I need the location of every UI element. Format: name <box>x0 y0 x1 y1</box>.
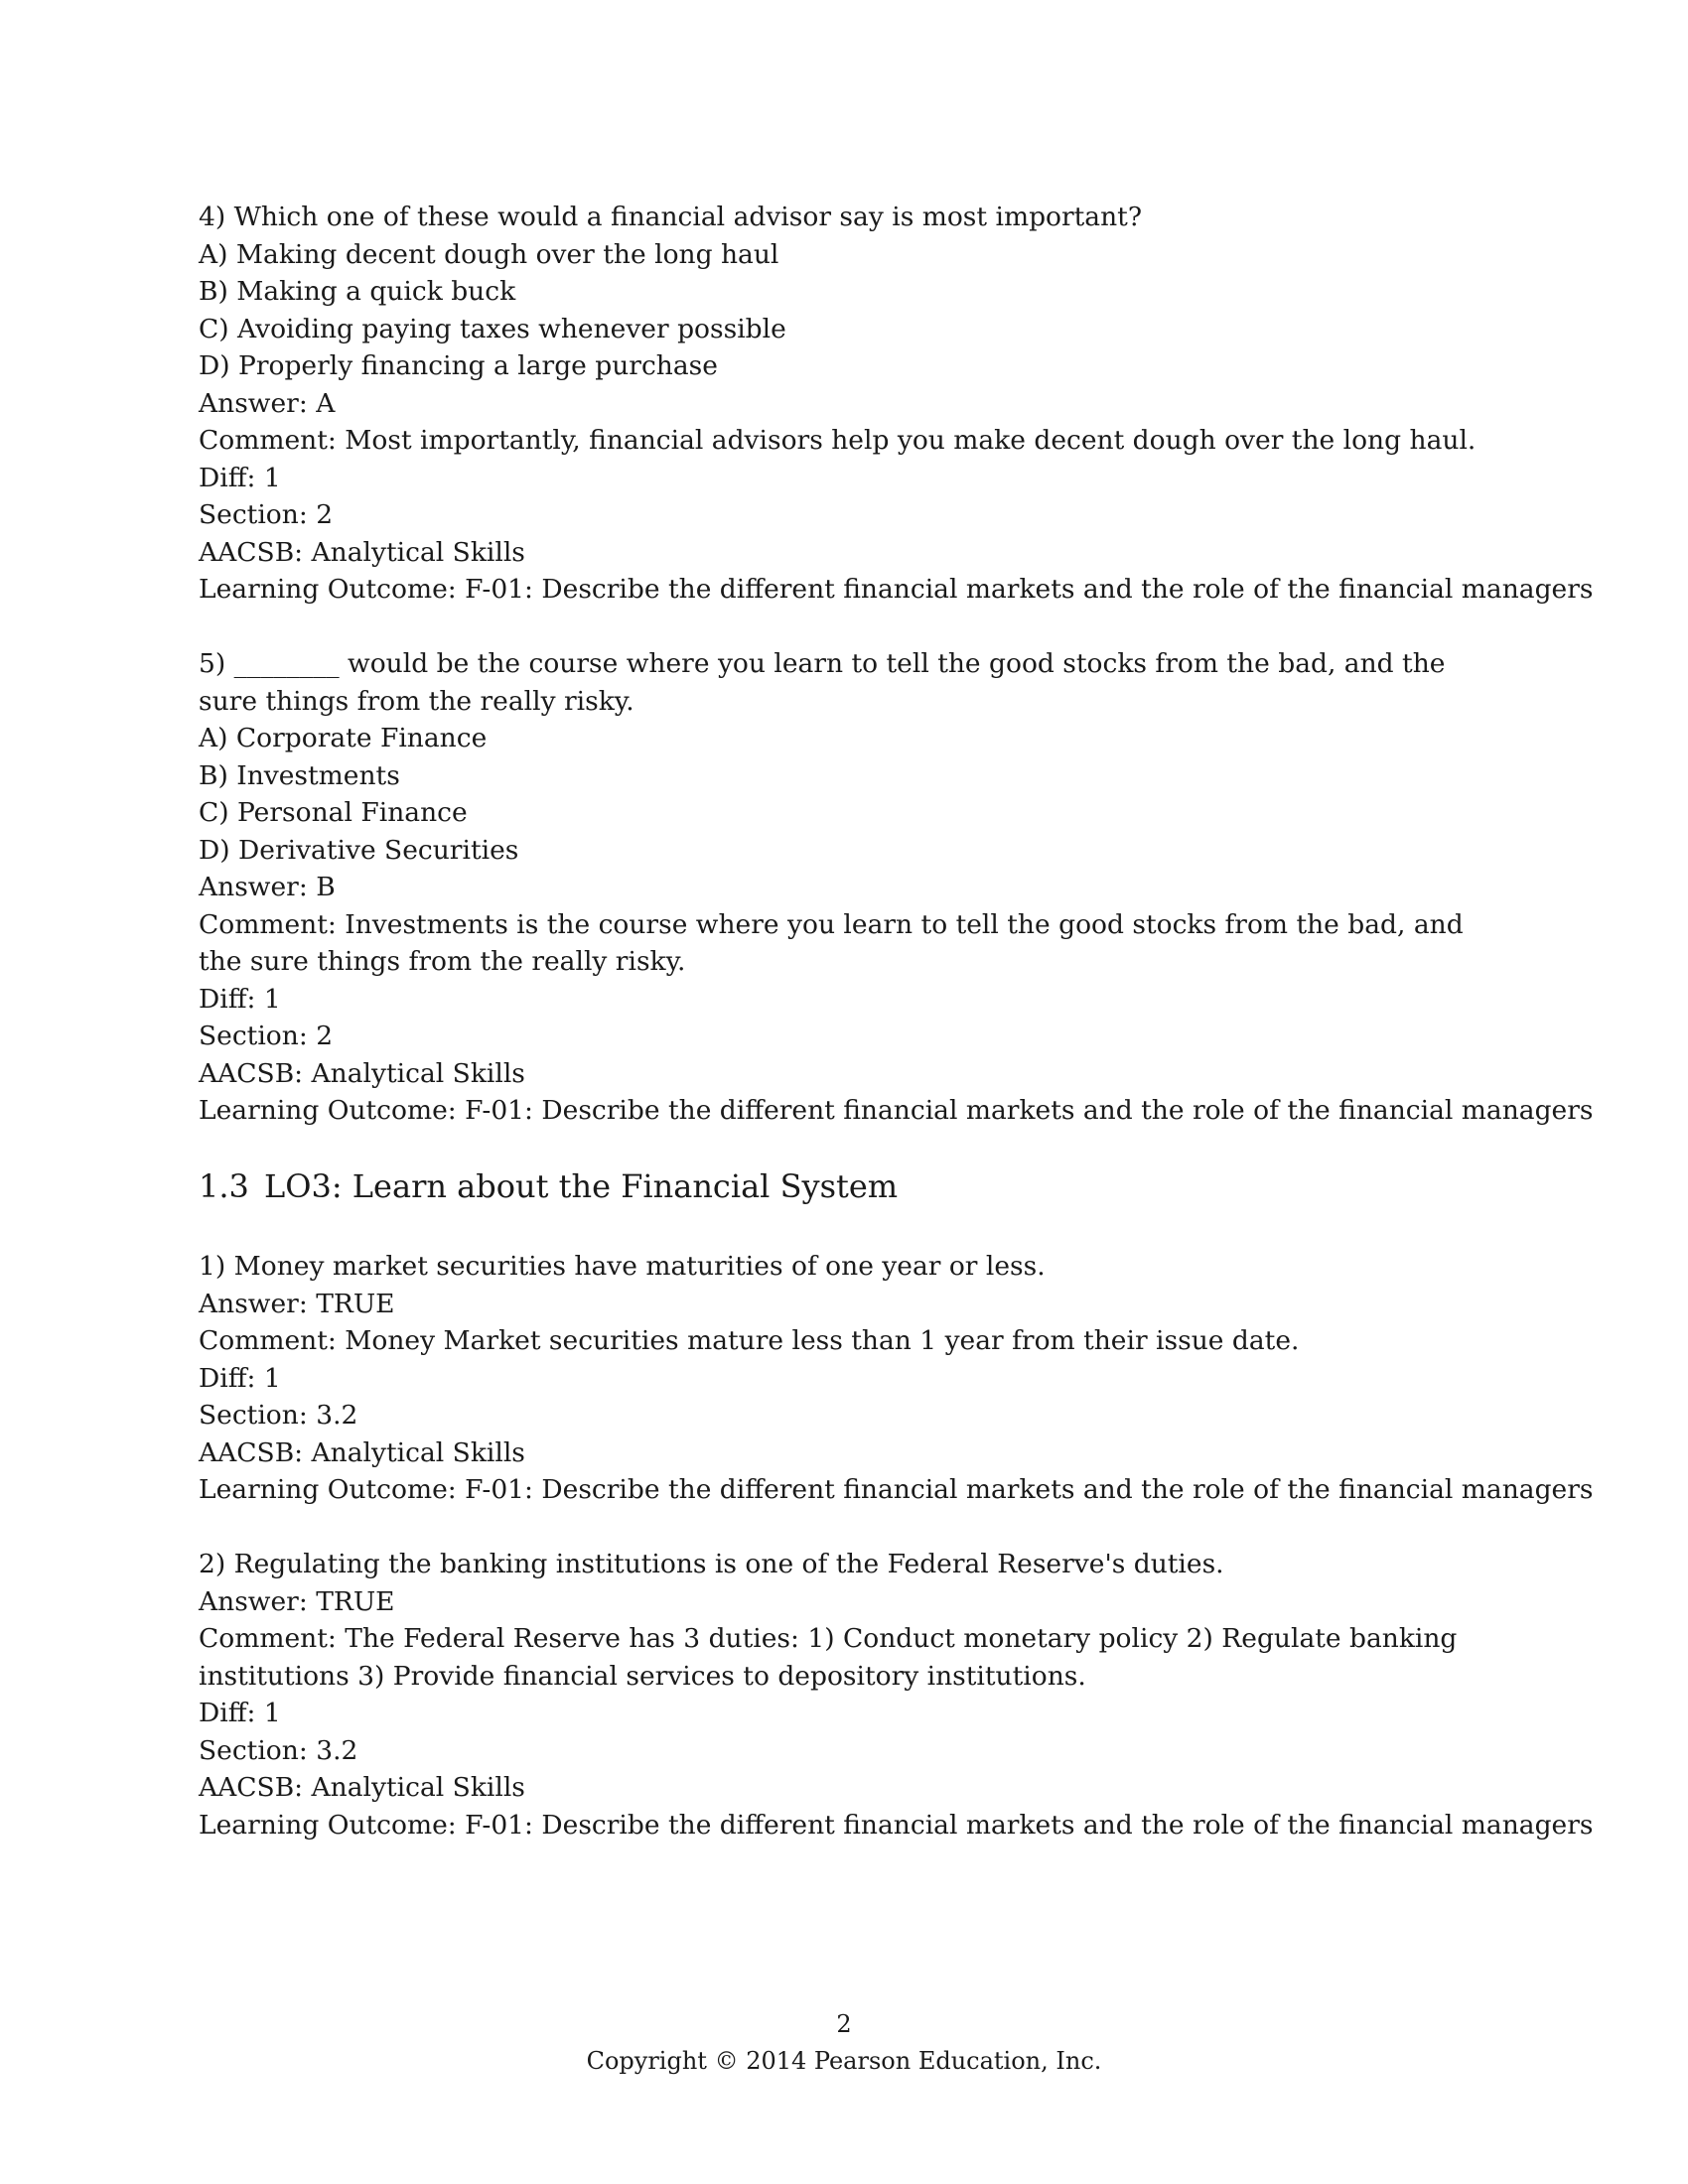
aacsb-line <box>199 534 1509 572</box>
question-stem: 2) Regulating the banking institutions is one of the Federal Reserve's duties. <box>199 1549 1224 1579</box>
option-a: A) Making decent dough over the long haul <box>199 238 779 270</box>
copyright-notice: Copyright © 2014 Pearson Education, Inc. <box>586 2047 1102 2075</box>
learning-outcome-label: Learning Outcome: <box>199 574 457 605</box>
section-number: 1.3 <box>199 1167 249 1205</box>
learning-outcome-label: Learning Outcome: <box>199 1474 457 1505</box>
diff-line <box>199 981 1509 1019</box>
option-d: D) Derivative Securities <box>199 834 519 866</box>
learning-outcome-label: Learning Outcome: <box>199 1095 457 1126</box>
answer-value: TRUE <box>316 1288 395 1319</box>
section-line <box>199 496 1509 534</box>
answer-line <box>199 385 1509 423</box>
diff-label: Diff: <box>199 462 256 493</box>
option-d: D) Properly financing a large purchase <box>199 350 718 381</box>
section-line <box>199 1732 1509 1770</box>
learning-outcome-line <box>199 1471 1594 1509</box>
question-stem: 4) Which one of these would a financial advisor say is most important? <box>199 202 1143 232</box>
aacsb-label: AACSB: <box>199 1436 304 1468</box>
learning-outcome-value: F-01: Describe the different financial markets and the role of the financial managers <box>465 1474 1594 1505</box>
diff-line <box>199 460 1509 497</box>
aacsb-line <box>199 1055 1509 1093</box>
page-content <box>199 199 1594 1881</box>
diff-line <box>199 1360 1509 1398</box>
comment-line <box>199 906 1509 981</box>
diff-label: Diff: <box>199 1362 256 1394</box>
section-heading <box>199 1166 1509 1206</box>
learning-outcome-line <box>199 1807 1594 1844</box>
learning-outcome-value: F-01: Describe the different financial markets and the role of the financial managers <box>465 574 1594 605</box>
section-label: Section: <box>199 499 308 530</box>
aacsb-label: AACSB: <box>199 1772 304 1803</box>
section-label: Section: <box>199 1734 308 1766</box>
aacsb-value: Analytical Skills <box>311 536 525 568</box>
option-a: A) Corporate Finance <box>199 723 488 753</box>
diff-label: Diff: <box>199 983 256 1015</box>
aacsb-value: Analytical Skills <box>311 1057 525 1089</box>
question-2 <box>199 1546 1594 1843</box>
section-value: 3.2 <box>316 1734 358 1766</box>
aacsb-line <box>199 1769 1509 1807</box>
answer-value: TRUE <box>316 1585 395 1617</box>
question-stem: 5) ________ would be the course where you learn to tell the good stocks from the bad, and the sure things from the really risky. <box>199 648 1446 717</box>
aacsb-label: AACSB: <box>199 1057 304 1089</box>
diff-line <box>199 1695 1509 1732</box>
answer-value: A <box>316 387 336 419</box>
section-value: 2 <box>316 499 334 530</box>
question-stem: 1) Money market securities have maturities of one year or less. <box>199 1251 1046 1282</box>
learning-outcome-label: Learning Outcome: <box>199 1809 457 1841</box>
diff-value: 1 <box>263 983 281 1015</box>
learning-outcome-line <box>199 571 1594 609</box>
comment-label: Comment: <box>199 908 337 940</box>
option-c: C) Personal Finance <box>199 797 468 828</box>
question-5 <box>199 645 1594 1130</box>
section-value: 3.2 <box>316 1400 358 1431</box>
diff-value: 1 <box>263 462 281 493</box>
learning-outcome-value: F-01: Describe the different financial markets and the role of the financial managers <box>465 1809 1594 1841</box>
answer-label: Answer: <box>199 872 308 902</box>
comment-label: Comment: <box>199 1325 337 1356</box>
question-1 <box>199 1248 1594 1509</box>
aacsb-line <box>199 1434 1509 1472</box>
comment-label: Comment: <box>199 1623 337 1654</box>
answer-label: Answer: <box>199 387 308 419</box>
diff-label: Diff: <box>199 1698 256 1728</box>
comment-line <box>199 1620 1509 1695</box>
learning-outcome-line <box>199 1092 1594 1130</box>
option-b: B) Making a quick buck <box>199 276 516 307</box>
learning-outcome-value: F-01: Describe the different financial markets and the role of the financial managers <box>465 1095 1594 1126</box>
section-value: 2 <box>316 1021 334 1051</box>
aacsb-value: Analytical Skills <box>311 1772 525 1803</box>
question-4 <box>199 199 1594 609</box>
comment-line <box>199 1322 1509 1360</box>
section-line <box>199 1397 1509 1434</box>
section-label: Section: <box>199 1400 308 1431</box>
option-c: C) Avoiding paying taxes whenever possible <box>199 313 786 344</box>
section-label: Section: <box>199 1021 308 1051</box>
section-title: LO3: Learn about the Financial System <box>264 1167 899 1205</box>
comment-value: Money Market securities mature less than 1 year from their issue date. <box>345 1325 1300 1356</box>
section-line <box>199 1018 1509 1055</box>
answer-label: Answer: <box>199 1288 308 1319</box>
aacsb-label: AACSB: <box>199 536 304 568</box>
answer-line <box>199 1286 1509 1323</box>
comment-line <box>199 422 1509 460</box>
comment-value: Investments is the course where you learn to tell the good stocks from the bad, and the sure things from the really risky. <box>199 908 1464 977</box>
answer-line <box>199 1583 1509 1621</box>
answer-label: Answer: <box>199 1585 308 1617</box>
comment-value: Most importantly, financial advisors help you make decent dough over the long haul. <box>345 425 1477 456</box>
option-b: B) Investments <box>199 759 400 791</box>
aacsb-value: Analytical Skills <box>311 1436 525 1468</box>
diff-value: 1 <box>263 1362 281 1394</box>
comment-label: Comment: <box>199 425 337 456</box>
diff-value: 1 <box>263 1698 281 1728</box>
answer-line <box>199 869 1509 906</box>
page-number: 2 <box>836 2010 852 2038</box>
answer-value: B <box>316 872 336 902</box>
comment-value: The Federal Reserve has 3 duties: 1) Conduct monetary policy 2) Regulate banking institutions 3) Provide financial services to depository institutions. <box>199 1623 1458 1692</box>
